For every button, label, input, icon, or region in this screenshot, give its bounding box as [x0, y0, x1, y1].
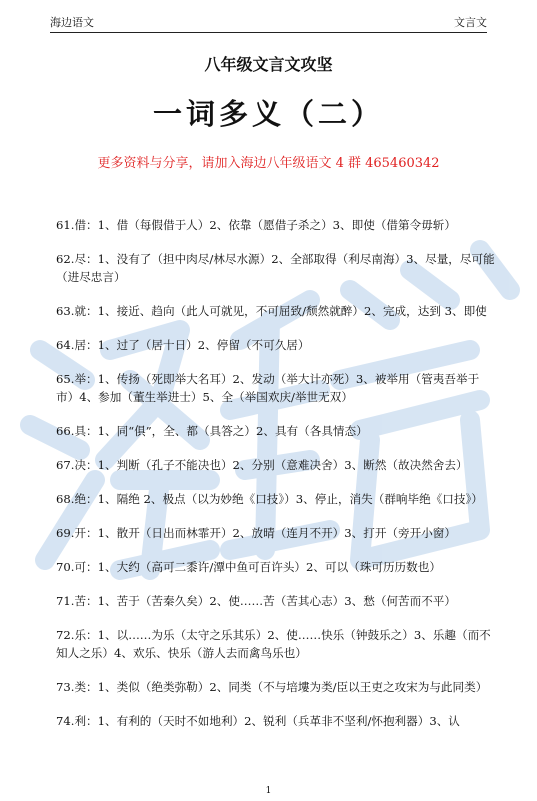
entry-number: 71. [56, 594, 75, 608]
entry-number: 69. [56, 526, 75, 540]
list-item [56, 490, 496, 508]
entry-number: 62. [56, 252, 75, 266]
entry-number: 68. [56, 492, 75, 506]
entry-text: 类：1、类似（绝类弥勒）2、同类（不与培塿为类/臣以王吏之攻宋为与此同类） [74, 680, 488, 694]
list-item [56, 336, 496, 354]
entry-number: 73. [56, 680, 75, 694]
entry-text: 可：1、大约（高可二黍许/潭中鱼可百许头）2、可以（珠可历历数也） [74, 560, 441, 574]
header-left: 海边语文 [50, 16, 94, 29]
entry-text: 苦：1、苦于（苦秦久矣）2、使……苦（苦其心志）3、愁（何苦而不平） [74, 594, 456, 608]
entry-number: 74. [56, 714, 75, 728]
entry-text: 尽：1、没有了（担中肉尽/林尽水源）2、全部取得（利尽南海）3、尽量，尽可能（进尽忠言） [56, 252, 495, 284]
entry-number: 72. [56, 628, 75, 642]
page-number: 1 [265, 786, 272, 796]
entry-number: 61. [56, 218, 75, 232]
document-subtitle: 一词多义（二） [152, 97, 384, 131]
document-title: 八年级文言文攻坚 [204, 55, 333, 74]
entry-list [56, 216, 496, 746]
entry-text: 绝：1、隔绝 2、极点（以为妙绝《口技》）3、停止，消失（群响毕绝《口技》） [74, 492, 483, 506]
entry-number: 65. [56, 372, 75, 386]
entry-text: 开：1、散开（日出而林霏开）2、放晴（连月不开）3、打开（旁开小窗） [74, 526, 456, 540]
list-item [56, 524, 496, 542]
page-header [50, 12, 487, 33]
entry-text: 决：1、判断（孔子不能决也）2、分别（意难决舍）3、断然（故决然舍去） [74, 458, 468, 472]
entry-number: 67. [56, 458, 75, 472]
list-item [56, 678, 496, 696]
entry-number: 70. [56, 560, 75, 574]
group-notice: 更多资料与分享，请加入海边八年级语文 4 群 465460342 [97, 156, 440, 171]
list-item [56, 370, 496, 406]
entry-text: 就：1、接近、趋向（此人可就见，不可屈致/颓然就醉）2、完成，达到 3、即使 [74, 304, 487, 318]
entry-text: 举：1、传扬（死即举大名耳）2、发动（举大计亦死）3、被举用（管夷吾举于市）4、参加（董生举进士）5、全（举国欢庆/举世无双） [56, 372, 480, 404]
header-right: 文言文 [454, 16, 487, 29]
entry-text: 乐：1、以……为乐（太守之乐其乐）2、使……快乐（钟鼓乐之）3、乐趣（而不知人之乐）4、欢乐、快乐（游人去而禽鸟乐也） [56, 628, 491, 660]
list-item [56, 250, 496, 286]
list-item [56, 712, 496, 730]
entry-text: 居：1、过了（居十日）2、停留（不可久居） [74, 338, 310, 352]
list-item [56, 592, 496, 610]
list-item [56, 456, 496, 474]
entry-number: 66. [56, 424, 75, 438]
list-item [56, 558, 496, 576]
entry-text: 具：1、同“俱”，全、都（具答之）2、具有（各具情态） [74, 424, 368, 438]
list-item [56, 626, 496, 662]
entry-number: 64. [56, 338, 75, 352]
entry-text: 利：1、有利的（天时不如地利）2、锐利（兵革非不坚利/怀抱利器）3、认 [74, 714, 460, 728]
list-item [56, 216, 496, 234]
list-item [56, 422, 496, 440]
entry-text: 借：1、借（每假借于人）2、依靠（愿借子杀之）3、即使（借第令毋斩） [74, 218, 456, 232]
list-item [56, 302, 496, 320]
entry-number: 63. [56, 304, 75, 318]
